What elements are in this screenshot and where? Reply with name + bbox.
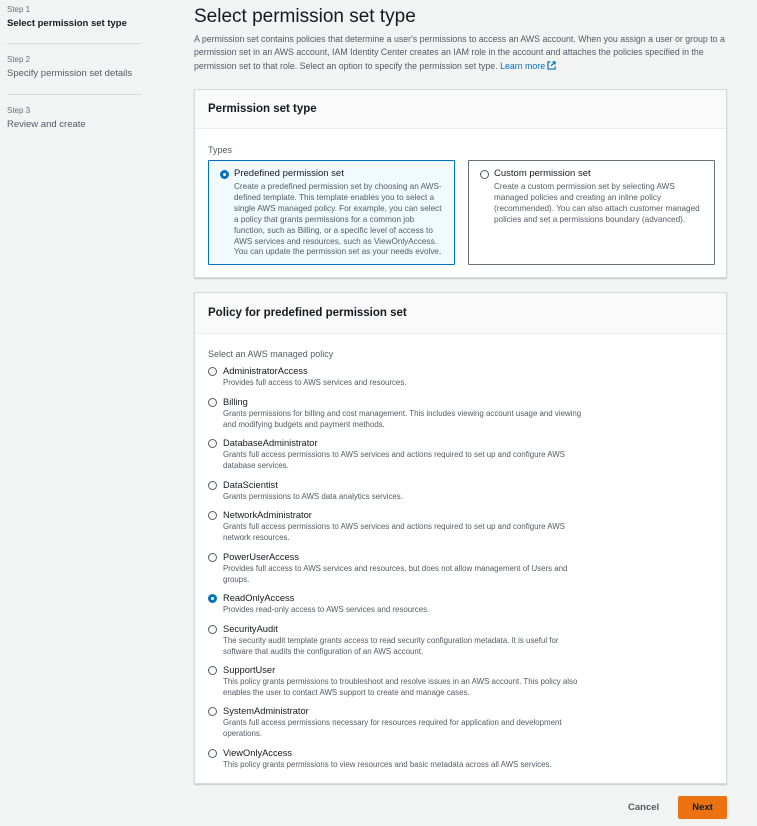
learn-more-link[interactable]: [500, 61, 556, 71]
policy-description: Grants full access permissions to AWS services and actions required to set up and configure AWS database services.: [223, 450, 565, 470]
policy-option-securityaudit[interactable]: [208, 623, 718, 664]
wizard-steps: [7, 0, 141, 145]
policy-name: SupportUser: [223, 665, 276, 675]
panel-header: Policy for predefined permission set: [195, 293, 726, 334]
cancel-button[interactable]: Cancel: [628, 802, 660, 813]
policy-name: PowerUserAccess: [223, 552, 299, 562]
step-number: Step 3: [7, 106, 31, 115]
step-number: Step 1: [7, 5, 31, 14]
policy-radio-group: [208, 365, 718, 777]
policy-description: Provides read-only access to AWS services and resources.: [223, 605, 430, 614]
policy-name: ReadOnlyAccess: [223, 593, 295, 603]
page-title: Select permission set type: [194, 6, 416, 27]
policy-description: Grants permissions for billing and cost management. This includes viewing account usage and viewing and modifying budgets and payment methods.: [223, 409, 582, 429]
radio-button[interactable]: [208, 553, 217, 562]
radio-button[interactable]: [208, 749, 217, 758]
policy-description: This policy grants permissions to view resources and basic metadata across all AWS services.: [223, 760, 552, 769]
step-number: Step 2: [7, 55, 31, 64]
policy-option-databaseadministrator[interactable]: [208, 437, 718, 479]
radio-button[interactable]: [208, 367, 217, 376]
permission-set-type-panel: [194, 89, 727, 278]
policy-option-administratoraccess[interactable]: [208, 365, 718, 396]
policy-option-poweruseraccess[interactable]: [208, 551, 718, 592]
policy-option-readonlyaccess[interactable]: [208, 592, 718, 623]
policy-name: SystemAdministrator: [223, 706, 309, 716]
policy-description: The security audit template grants access to read security configuration metadata. It is useful for software that audits the configuration of an AWS account.: [223, 636, 559, 656]
step-label: Review and create: [7, 119, 86, 130]
step-1[interactable]: [7, 0, 141, 44]
step-label: Select permission set type: [7, 18, 127, 29]
policy-name: DataScientist: [223, 480, 278, 490]
radio-button[interactable]: [208, 481, 217, 490]
policy-description: Provides full access to AWS services and resources, but does not allow management of Users and groups.: [223, 564, 568, 584]
step-label: Specify permission set details: [7, 68, 133, 79]
policy-option-viewonlyaccess[interactable]: [208, 747, 718, 777]
policy-option-networkadministrator[interactable]: [208, 509, 718, 551]
next-button[interactable]: Next: [678, 796, 727, 819]
policy-name: Billing: [223, 397, 248, 407]
custom-permission-set-tile[interactable]: [468, 160, 715, 265]
radio-button-checked[interactable]: [220, 170, 229, 179]
policy-option-supportuser[interactable]: [208, 664, 718, 705]
panel-header: Permission set type: [195, 90, 726, 129]
learn-more-text: Learn more: [500, 60, 546, 71]
main-content: [194, 0, 727, 769]
radio-button[interactable]: [208, 439, 217, 448]
policy-description: Grants full access permissions necessary for resources required for application and development operations.: [223, 718, 562, 738]
policy-description: This policy grants permissions to troubleshoot and resolve issues in an AWS account. This policy also enables the user to contact AWS support to create and manage cases.: [223, 677, 578, 697]
radio-button[interactable]: [208, 398, 217, 407]
step-3: [7, 95, 141, 145]
predefined-policy-panel: [194, 292, 727, 784]
radio-button[interactable]: [208, 666, 217, 675]
radio-button[interactable]: [208, 625, 217, 634]
policy-name: NetworkAdministrator: [223, 510, 312, 520]
policy-name: AdministratorAccess: [223, 366, 308, 376]
policy-name: SecurityAudit: [223, 624, 278, 634]
policy-description: Grants full access permissions to AWS services and actions required to set up and configure AWS network resources.: [223, 522, 565, 542]
radio-button[interactable]: [480, 170, 489, 179]
radio-button-checked[interactable]: [208, 594, 217, 603]
policy-description: Provides full access to AWS services and resources.: [223, 378, 407, 387]
tile-title: Custom permission set: [494, 168, 591, 179]
step-2: [7, 44, 141, 95]
predefined-permission-set-tile[interactable]: [208, 160, 455, 265]
policy-name: ViewOnlyAccess: [223, 748, 293, 758]
policy-option-datascientist[interactable]: [208, 479, 718, 509]
tile-description: Create a predefined permission set by choosing an AWS-defined template. This template enables you to select a single AWS managed policy. For example, you can select a policy that grants permissions for a common job function, such as Billing, or a specific level of access to AWS services and resources, such as ViewOnlyAccess. You can update the permission set as your needs evolve.: [234, 182, 442, 257]
external-link-icon: [547, 61, 556, 70]
radio-button[interactable]: [208, 511, 217, 520]
types-label: Types: [208, 145, 233, 155]
tile-title: Predefined permission set: [234, 168, 344, 179]
select-policy-label: Select an AWS managed policy: [208, 349, 334, 359]
page-description-text: A permission set contains policies that determine a user's permissions to access an AWS account. When you assign a user or group to a permission set in an AWS account, IAM Identity Center creates an IAM role in the account and attaches the policies specified in the permission set to that role. Select an option to specify the permission set type.: [194, 34, 725, 71]
radio-button[interactable]: [208, 707, 217, 716]
policy-description: Grants permissions to AWS data analytics services.: [223, 492, 403, 501]
tile-description: Create a custom permission set by selecting AWS managed policies and creating an inline policy (recommended). You can also attach customer managed policies and set a permissions boundary (advanced).: [494, 182, 700, 224]
page-description: [194, 33, 727, 73]
policy-option-billing[interactable]: [208, 396, 718, 437]
policy-option-systemadministrator[interactable]: [208, 705, 718, 747]
policy-name: DatabaseAdministrator: [223, 438, 318, 448]
